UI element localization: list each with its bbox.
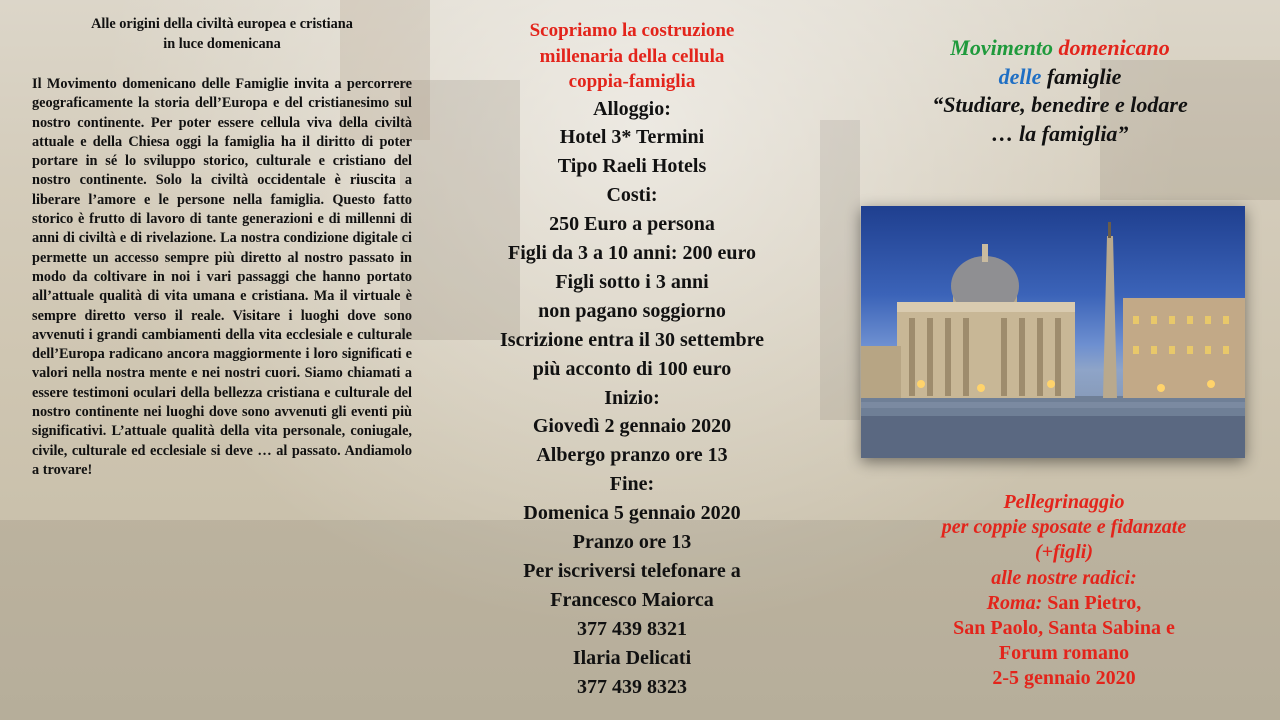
movement-name-line2 [860,63,1260,92]
details-line: Per iscriversi telefonare a [523,560,741,582]
roma-label: Roma: [986,591,1043,614]
details-line: Figli sotto i 3 anni [555,270,709,293]
for-couples-line: per coppie sposate e fidanzate [941,516,1187,539]
pilgrimage-dates: 2-5 gennaio 2020 [992,667,1136,690]
roma-line [884,591,1244,616]
roma-places-2: San Paolo, Santa Sabina e [953,617,1175,640]
details-line: Costi: [606,184,658,207]
details-title [466,18,798,95]
movement-name-line1 [860,34,1260,63]
roma-places-3: Forum romano [998,642,1130,665]
delle-word: delle [998,63,1042,89]
details-title-line1: Scopriamo la costruzione [529,20,735,41]
movement-word: Movimento [950,35,1053,60]
intro-heading-line2: in luce domenicana [163,36,281,52]
details-column [466,18,798,702]
details-line: Alloggio: [593,97,671,120]
dominican-word: domenicano [1058,35,1170,60]
basilica-illustration [861,206,1245,458]
details-line: Francesco Maiorca [550,588,714,611]
details-line: Tipo Raeli Hotels [557,155,707,178]
details-line: più acconto di 100 euro [532,357,732,380]
roots-line: alle nostre radici: [991,566,1137,589]
plus-children-line: (+figli) [1034,541,1094,564]
intro-body-text: Il Movimento domenicano delle Famiglie invita a percorrere geograficamente la storia dell’Europa e del cristianesimo sul nostro continente. Per poter essere cellula viva della civiltà attuale e della Chiesa oggi la famiglia ha il diritto di poter portare in sé lo sviluppo storico, culturale e cristiano del nostro continente. Solo la civiltà occidentale è riuscita a liberare l’amore e le persone nella famiglia. Questo fatto storico è frutto di lavoro di tante generazioni e di millenni di anni di civiltà e di rivelazione. La nostra condizione digitale ci permette un accesso sempre più diretto al nostro passato in modo da coltivare in noi i vari passaggi che hanno portato all’attuale qualità di vita umana e cristiana. Ma il virtuale è sempre diretto verso il reale. Visitare i luoghi dove sono avvenuti i grandi cambiamenti della vita ecclesiale e culturale dell’Europa radicano ancora maggiormente i loro significati e valori nella nostra mente e nei nostri cuori. Siamo chiamati a essere testimoni oculari della bellezza cristiana e culturale del nostro continente nei luoghi dove sono avvenuti gli eventi più significativi. L’attuale qualità della vita personale, coniugale, civile, culturale ed ecclesiale si deve … al passato. Andiamolo a trovare! [32,76,412,478]
details-line: 250 Euro a persona [549,213,715,236]
introduction-column [32,14,412,480]
roma-places-1: San Pietro, [1047,591,1142,614]
details-line: non pagano soggiorno [538,299,726,322]
details-line: Iscrizione entra il 30 settembre [500,328,764,351]
pilgrimage-title: Pellegrinaggio [1003,491,1125,513]
details-title-line3: coppia-famiglia [568,71,696,92]
movement-header [860,34,1260,148]
details-line: Figli da 3 a 10 anni: 200 euro [508,242,756,265]
details-line: Hotel 3* Termini [559,126,705,149]
pilgrimage-info [884,490,1244,692]
intro-heading-line1: Alle origini della civiltà europea e cristiana [91,16,353,32]
details-line: Domenica 5 gennaio 2020 [523,502,741,525]
details-line: 377 439 8323 [577,675,687,698]
details-title-line2: millenaria della cellula [539,45,725,67]
details-line: Inizio: [604,386,660,409]
details-line: Ilaria Delicati [572,646,692,669]
famiglie-word: famiglie [1046,63,1122,89]
st-peters-basilica-photo [861,206,1245,458]
motto-line2: … la famiglia” [991,120,1129,146]
details-line: Giovedì 2 gennaio 2020 [532,415,732,438]
details-line: Pranzo ore 13 [572,531,692,554]
motto-line1: “Studiare, benedire e lodare [932,92,1188,117]
details-line: 377 439 8321 [577,617,687,640]
details-line: Fine: [609,473,655,496]
details-lines [466,95,798,702]
details-line: Albergo pranzo ore 13 [536,444,728,467]
intro-heading [32,14,412,54]
